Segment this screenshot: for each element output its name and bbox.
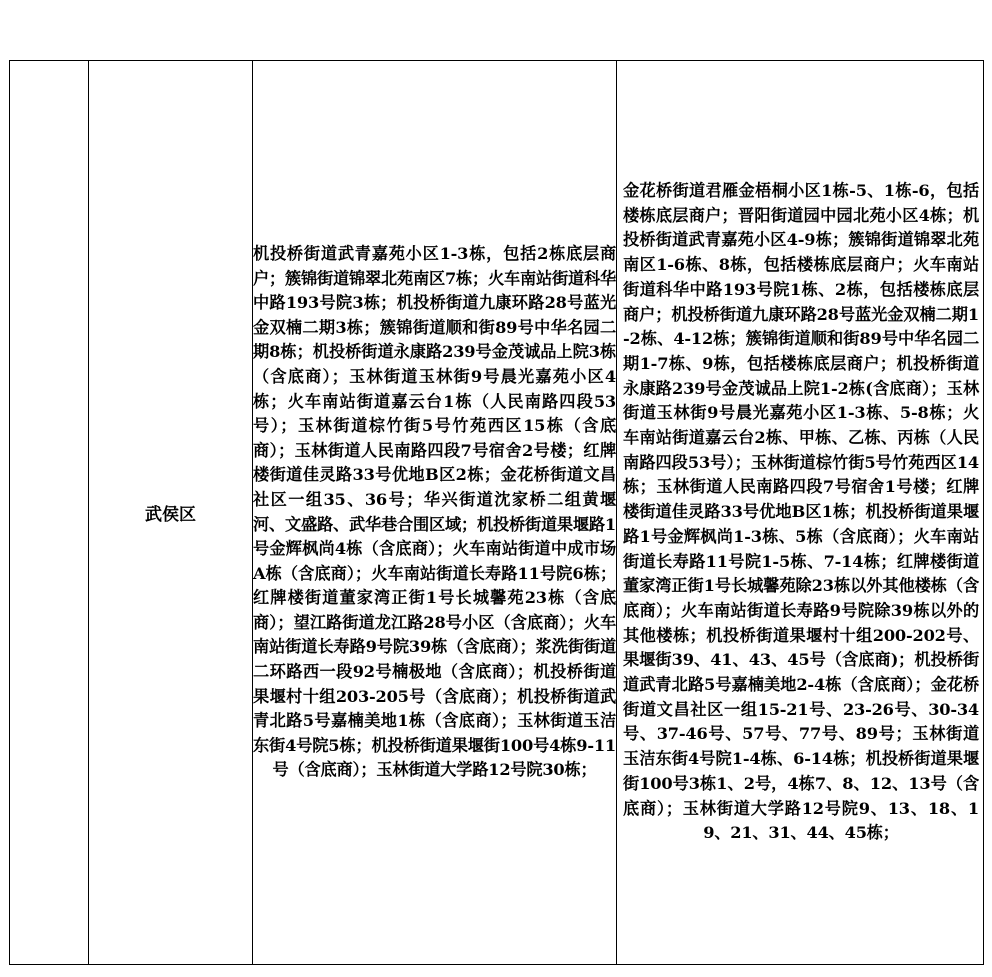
second-batch-cell: 金花桥街道君雁金梧桐小区1栋-5、1栋-6，包括楼栋底层商户；晋阳街道园中园北苑小区4栋；机投桥街道武青嘉苑小区4-9栋；簇锦街道锦翠北苑南区1-6栋、8栋，包括楼栋底层商户；火车南站街道科华中路193号院1栋、2栋，包括楼栋底层商户；机投桥街道九康环路28号蓝光金双楠二期1-2栋、4-12栋；簇锦街道顺和街89号中华名园二期1-7栋、9栋，包括楼栋底层商户；机投桥街道永康路239号金茂诚品上院1-2栋(含底商）；玉林街道玉林街9号晨光嘉苑小区1-3栋、5-8栋；火车南站街道嘉云台2栋、甲栋、乙栋、丙栋（人民南路四段53号）；玉林街道棕竹街5号竹苑西区14栋；玉林街道人民南路四段7号宿舍1号楼；红牌楼街道佳灵路33号优地B区1栋；机投桥街道果堰路1号金辉枫尚1-3栋、5栋（含底商）；火车南站街道长寿路11号院1-5栋、7-14栋；红牌楼街道董家湾正街1号长城馨苑除23栋以外其他楼栋（含底商）；火车南站街道长寿路9号院除39栋以外的其他楼栋；机投桥街道果堰村十组200-202号、果堰街39、41、43、45号（含底商)；机投桥街道武青北路5号嘉楠美地2-4栋（含底商）；金花桥街道文昌社区一组15-21号、23-26号、30-34号、37-46号、57号、77号、89号；玉林街道玉洁东街4号院1-4栋、6-14栋；机投桥街道果堰街100号3栋1、2号，4栋7、8、12、13号（含底商）；玉林街道大学路12号院9、13、18、19、21、31、44、45栋； [617,61,984,965]
table-row [10,61,984,965]
area-table [9,60,984,965]
index-cell [10,61,89,965]
first-batch-cell: 机投桥街道武青嘉苑小区1-3栋，包括2栋底层商户；簇锦街道锦翠北苑南区7栋；火车南站街道科华中路193号院3栋；机投桥街道九康环路28号蓝光金双楠二期3栋；簇锦街道顺和街89号中华名园二期8栋；机投桥街道永康路239号金茂诚品上院3栋（含底商）；玉林街道玉林街9号晨光嘉苑小区4栋；火车南站街道嘉云台1栋（人民南路四段53号）；玉林街道棕竹街5号竹苑西区15栋（含底商）；玉林街道人民南路四段7号宿舍2号楼；红牌楼街道佳灵路33号优地B区2栋；金花桥街道文昌社区一组35、36号；华兴街道沈家桥二组黄堰河、文盛路、武华巷合围区域；机投桥街道果堰路1号金辉枫尚4栋（含底商）；火车南站街道中成市场A栋（含底商）；火车南站街道长寿路11号院6栋；红牌楼街道董家湾正街1号长城馨苑23栋（含底商）；望江路街道龙江路28号小区（含底商）；火车南站街道长寿路9号院39栋（含底商）；浆洗街街道二环路西一段92号楠极地（含底商）；机投桥街道果堰村十组203-205号（含底商）；机投桥街道武青北路5号嘉楠美地1栋（含底商）；玉林街道玉洁东街4号院5栋；机投桥街道果堰街100号4栋9-11号（含底商）；玉林街道大学路12号院30栋； [253,61,617,965]
district-cell: 武侯区 [89,61,253,965]
